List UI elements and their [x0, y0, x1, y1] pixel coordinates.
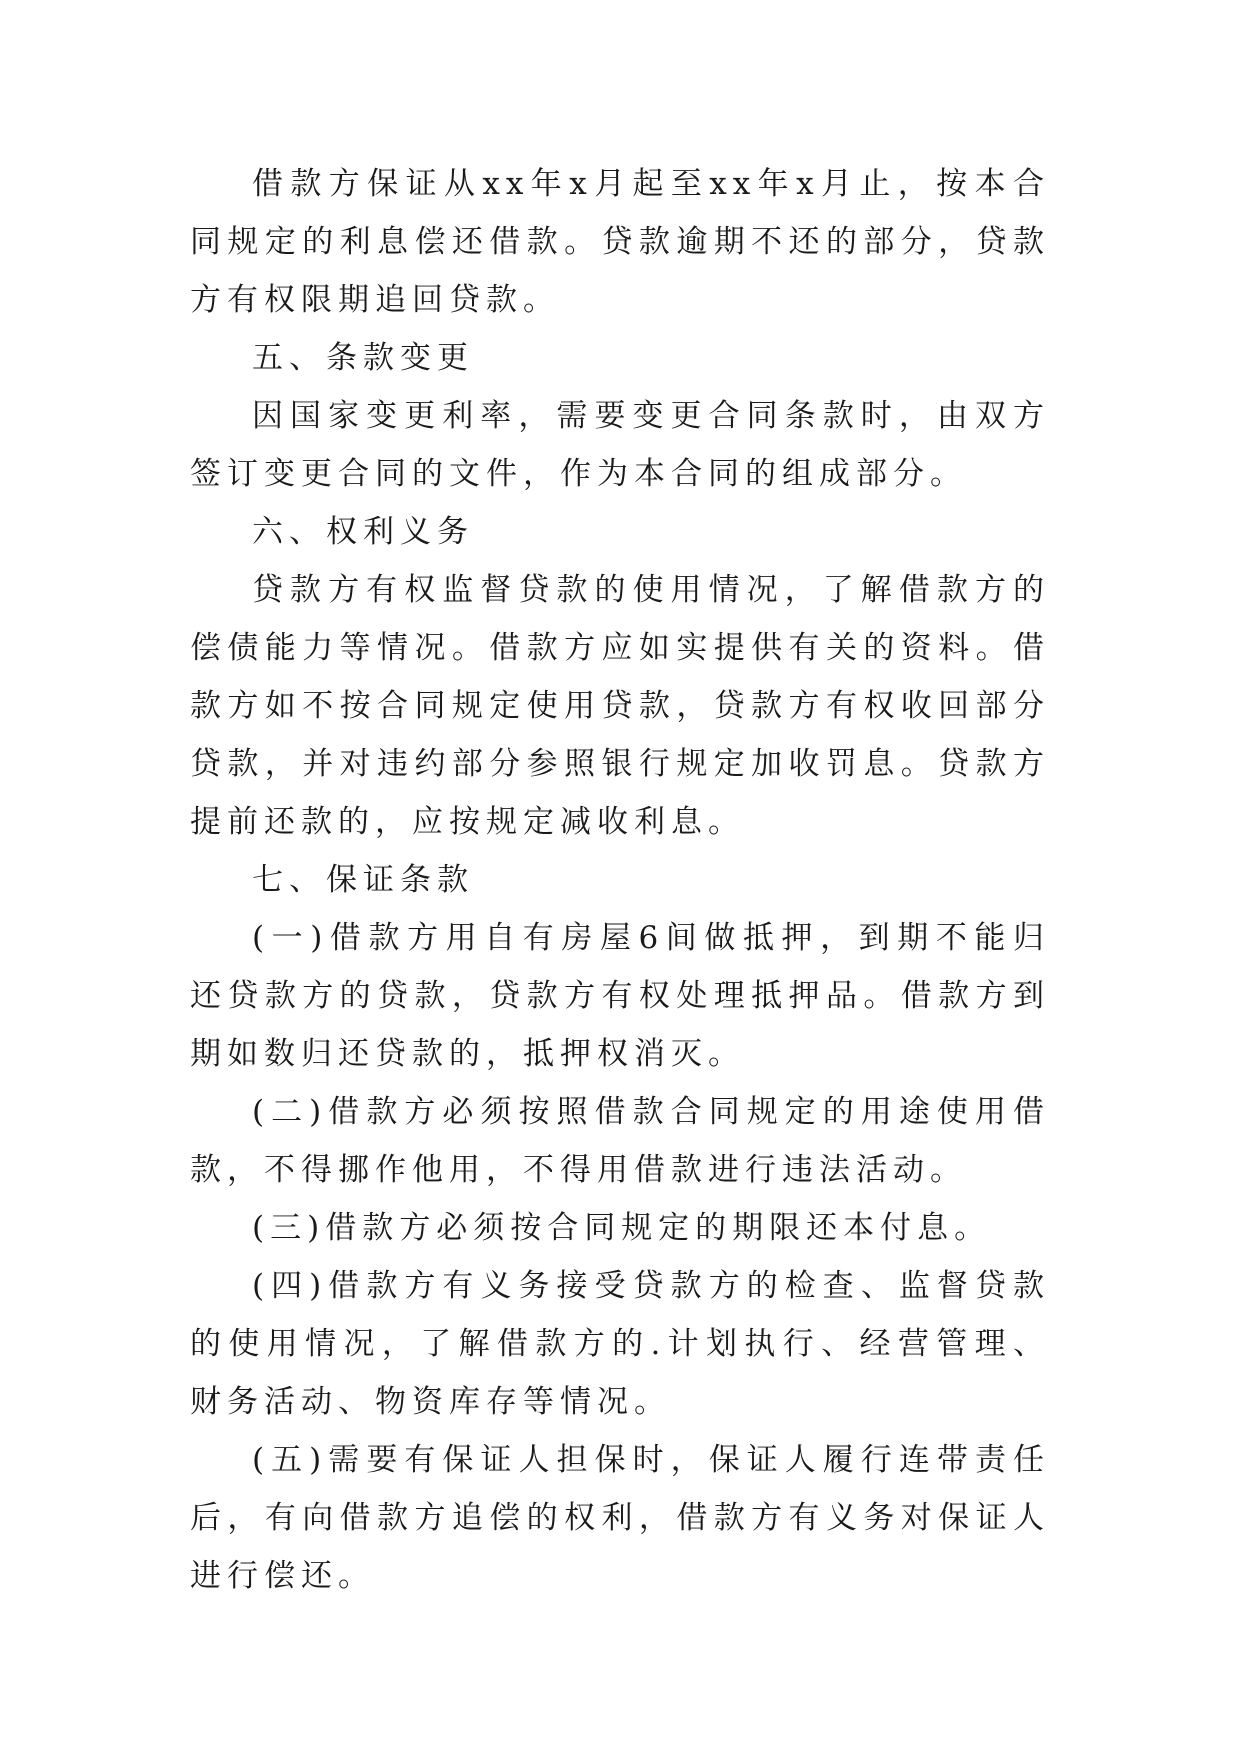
paragraph-terms-change: 因国家变更利率，需要变更合同条款时，由双方签订变更合同的文件，作为本合同的组成部分。	[190, 398, 1050, 492]
document-page	[190, 155, 1050, 1605]
paragraph-guarantee-2: (二)借款方必须按照借款合同规定的用途使用借款，不得挪作他用，不得用借款进行违法活动。	[190, 1094, 1050, 1188]
paragraph-guarantee-5: (五)需要有保证人担保时，保证人履行连带责任后，有向借款方追偿的权利，借款方有义务对保证人进行偿还。	[190, 1442, 1050, 1594]
paragraph-guarantee-4: (四)借款方有义务接受贷款方的检查、监督贷款的使用情况，了解借款方的.计划执行、经营管理、财务活动、物资库存等情况。	[190, 1268, 1050, 1420]
paragraph-guarantee-1: (一)借款方用自有房屋6间做抵押，到期不能归还贷款方的贷款，贷款方有权处理抵押品。借款方到期如数归还贷款的，抵押权消灭。	[190, 920, 1050, 1072]
heading-section-6: 六、权利义务	[252, 514, 474, 550]
heading-section-5: 五、条款变更	[252, 340, 474, 376]
paragraph-repayment: 借款方保证从xx年x月起至xx年x月止，按本合同规定的利息偿还借款。贷款逾期不还的部分，贷款方有权限期追回贷款。	[190, 166, 1050, 318]
paragraph-guarantee-3: (三)借款方必须按合同规定的期限还本付息。	[252, 1210, 992, 1246]
heading-section-7: 七、保证条款	[252, 862, 474, 898]
paragraph-rights-obligations: 贷款方有权监督贷款的使用情况，了解借款方的偿债能力等情况。借款方应如实提供有关的资料。借款方如不按合同规定使用贷款，贷款方有权收回部分贷款，并对违约部分参照银行规定加收罚息。贷款方提前还款的，应按规定减收利息。	[190, 572, 1050, 840]
